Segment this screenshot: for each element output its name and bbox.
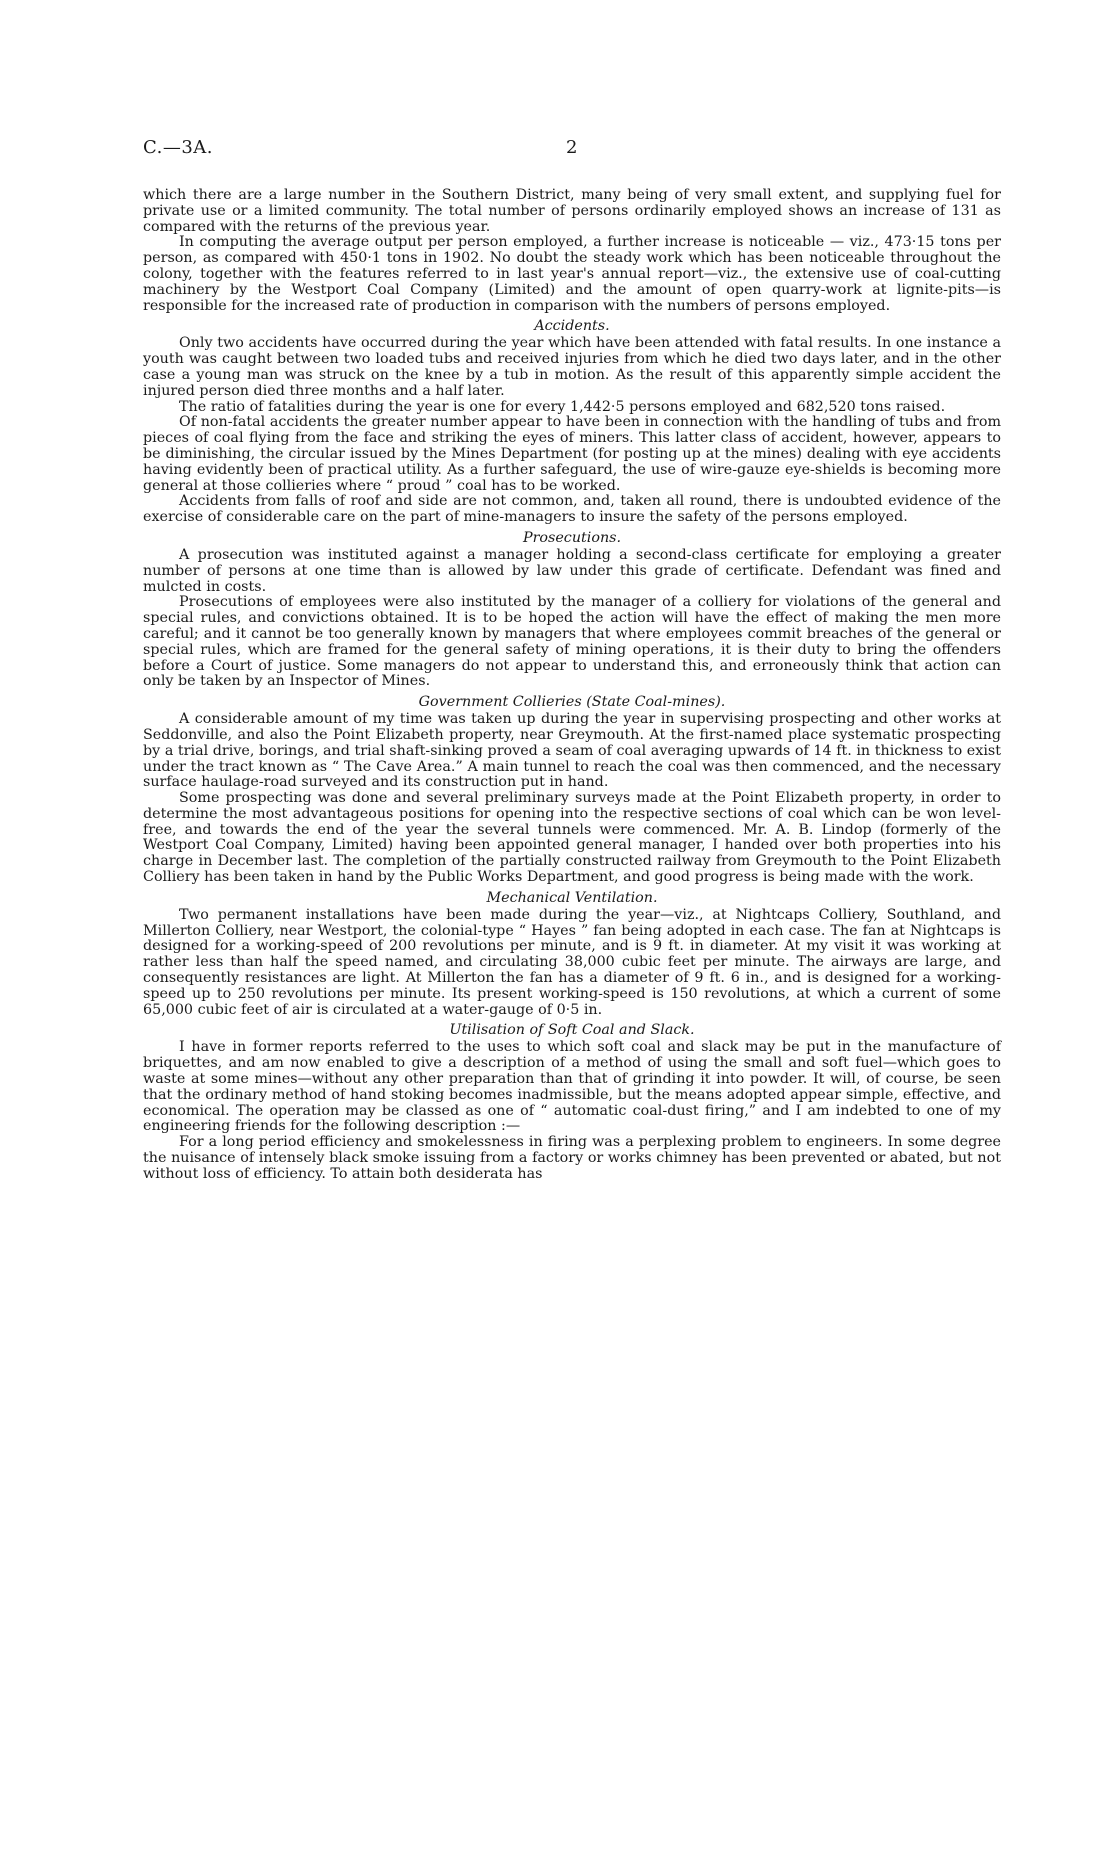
running-header xyxy=(143,137,1001,161)
section-heading-soft-coal: Utilisation of Soft Coal and Slack. xyxy=(449,1022,695,1039)
page-number: 2 xyxy=(566,137,578,158)
paragraph: The ratio of fatalities during the year is one for every 1,442·5 persons employed and 682,520 tons raised. xyxy=(179,398,946,415)
paragraph: Some prospecting was done and several preliminary surveys made at the Point Elizabeth property, in order to determine the most advantageous positions for opening into the respective sections of coal which can be won level-free, and towards the end of the year the several tunnels were commenced. Mr. A. B. Lindop (formerly of the Westport Coal Company, Limited) having been appointed general manager, I handed over both properties into his charge in December last. The completion of the partially constructed railway from Greymouth to the Point Elizabeth Colliery has been taken in hand by the Public Works Department, and good progress is being made with the work. xyxy=(143,790,1001,886)
section-heading-accidents: Accidents. xyxy=(534,318,610,335)
paragraph: Two permanent installations have been made during the year—viz., at Nightcaps Colliery, Southland, and Millerton Colliery, near Westport, the colonial-type “ Hayes ” fan being adopted in each case. The fan at Nightcaps is designed for a working-speed of 200 revolutions per minute, and is 9 ft. in diameter. At my visit it was working at rather less than half the speed named, and circulating 38,000 cubic feet per minute. The airways are large, and consequently resistances are light. At Millerton the fan has a diameter of 9 ft. 6 in., and is designed for a working-speed up to 250 revolutions per minute. Its present working-speed is 150 revolutions, at which a current of some 65,000 cubic feet of air is circulated at a water-gauge of 0·5 in. xyxy=(143,906,1001,1018)
paragraph: A prosecution was instituted against a manager holding a second-class certificate for employing a greater number of persons at one time than is allowed by law under this grade of certificate. Defendant was fined and mulcted in costs. xyxy=(143,546,1001,595)
document-page xyxy=(143,0,1001,1863)
document-reference: C.—3A. xyxy=(143,137,214,158)
body-text xyxy=(143,188,1001,1183)
paragraph: I have in former reports referred to the uses to which soft coal and slack may be put in the manufacture of briquettes, and am now enabled to give a description of a method of using the small and soft fuel—which goes to waste at some mines—without any other preparation than that of grinding it into powder. It will, of course, be seen that the ordinary method of hand stoking becomes inadmissible, but the means adopted appear simple, effective, and economical. The operation may be classed as one of “ automatic coal-dust firing,” and I am indebted to one of my engineering friends for the following description :— xyxy=(143,1039,1001,1135)
paragraph: A considerable amount of my time was taken up during the year in supervising prospecting and other works at Seddonville, and also the Point Elizabeth property, near Greymouth. At the first-named place systematic prospecting by a trial drive, borings, and trial shaft-sinking proved a seam of coal averaging upwards of 14 ft. in thickness to exist under the tract known as “ The Cave Area.” A main tunnel to reach the coal was then commenced, and the necessary surface haulage-road surveyed and its construction put in hand. xyxy=(143,711,1001,791)
paragraph: Prosecutions of employees were also instituted by the manager of a colliery for violations of the general and special rules, and convictions obtained. It is to be hoped the action will have the effect of making the men more careful; and it cannot be too generally known by managers that where employees commit breaches of the general or special rules, which are framed for the general safety of mining operations, it is their duty to bring the offenders before a Court of justice. Some managers do not appear to understand this, and erroneously think that action can only be taken by an Inspector of Mines. xyxy=(143,594,1001,690)
section-heading-mechanical-ventilation: Mechanical Ventilation. xyxy=(486,889,658,906)
section-heading-government-collieries: Government Collieries (State Coal-mines). xyxy=(418,694,726,711)
section-heading-prosecutions: Prosecutions. xyxy=(522,529,622,546)
paragraph: For a long period efficiency and smokelessness in firing was a perplexing problem to engineers. In some degree the nuisance of intensely black smoke issuing from a factory or works chimney has been prevented or abated, but not without loss of efficiency. To attain both desiderata has xyxy=(143,1134,1001,1182)
paragraph: In computing the average output per person employed, a further increase is noticeable — viz., 473·15 tons per person, as compared with 450·1 tons in 1902. No doubt the steady work which has been noticeable throughout the colony, together with the features referred to in last year's annual report—viz., the extensive use of coal-cutting machinery by the Westport Coal Company (Limited) and the amount of open quarry-work at lignite-pits—is responsible for the increased rate of production in comparison with the numbers of persons employed. xyxy=(143,234,1001,314)
paragraph: Only two accidents have occurred during the year which have been attended with fatal results. In one instance a youth was caught between two loaded tubs and received injuries from which he died two days later, and in the other case a young man was struck on the knee by a tub in motion. As the result of this apparently simple accident the injured person died three months and a half later. xyxy=(143,335,1001,399)
paragraph: Of non-fatal accidents the greater number appear to have been in connection with the handling of tubs and from pieces of coal flying from the face and striking the eyes of miners. This latter class of accident, however, appears to be diminishing, the circular issued by the Mines Department (for posting up at the mines) dealing with eye accidents having evidently been of practical utility. As a further safeguard, the use of wire-gauze eye-shields is becoming more general at those collieries where “ proud ” coal has to be worked. xyxy=(143,414,1001,494)
paragraph: Accidents from falls of roof and side are not common, and, taken all round, there is undoubted evidence of the exercise of considerable care on the part of mine-managers to insure the safety of the persons employed. xyxy=(143,493,1001,526)
paragraph: which there are a large number in the Southern District, many being of very small extent, and supplying fuel for private use or a limited community. The total number of persons ordinarily employed shows an increase of 131 as compared with the returns of the previous year. xyxy=(143,187,1001,235)
